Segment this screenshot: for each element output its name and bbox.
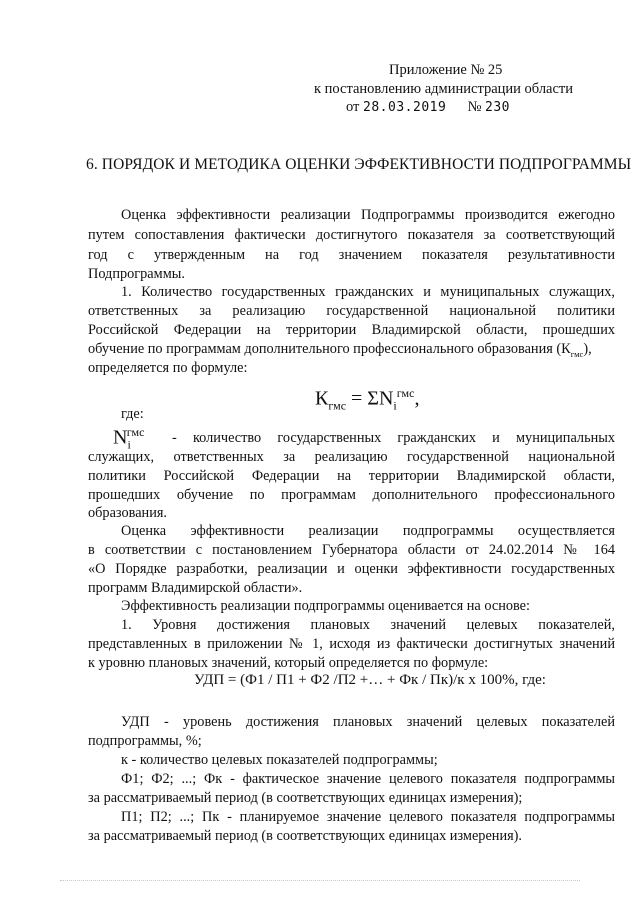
def-line-2: подпрограммы, %;	[88, 733, 202, 749]
date-prefix: от	[346, 99, 360, 115]
assess-line-2: в соответствии с постановлением Губернатора области от 24.02.2014 № 164	[88, 542, 615, 558]
item1-close: ),	[583, 341, 592, 357]
appendix-label: Приложение № 25	[389, 62, 503, 78]
item1-line-5: определяется по формуле:	[88, 360, 248, 376]
item1-line-3: Российской Федерации на территории Владимирской области, прошедших	[88, 322, 615, 338]
ni-def-line-2: служащих, ответственных за реализацию государственной национальной	[88, 449, 615, 465]
formula-kgms-i: i	[393, 398, 397, 413]
number-prefix: №	[467, 99, 482, 115]
assess-line-1: Оценка эффективности реализации подпрограммы осуществляется	[121, 523, 615, 539]
assess-line-5: Эффективность реализации подпрограммы оценивается на основе:	[121, 598, 530, 614]
assess-line-6: 1. Уровня достижения плановых значений целевых показателей,	[121, 617, 615, 633]
number-stamp: 230	[485, 100, 511, 115]
date-line	[346, 99, 510, 116]
formula-kgms-tail: ,	[414, 387, 420, 410]
ni-sup: гмс	[126, 425, 145, 439]
assess-line-3: «О Порядке разработки, реализации и оценки эффективности государственных	[88, 561, 615, 577]
date-stamp: 28.03.2019	[363, 100, 447, 115]
assess-line-7: представленных в приложении № 1, исходя из фактически достигнутых значений	[88, 636, 615, 652]
formula-kgms-sum: = ΣN	[351, 387, 394, 410]
item1-line-2: ответственных за реализацию государственной национальной политики	[88, 303, 615, 319]
def-line-4: Ф1; Ф2; ...; Фк - фактическое значение целевого показателя подпрограммы	[121, 771, 615, 787]
item1-kgms-sub: гмс	[570, 348, 584, 359]
def-line-3: к - количество целевых показателей подпрограммы;	[121, 752, 438, 768]
assess-line-8: к уровню плановых значений, который определяется по формуле:	[88, 655, 489, 671]
scan-artifact-line	[60, 880, 580, 881]
section-title: 6. ПОРЯДОК И МЕТОДИКА ОЦЕНКИ ЭФФЕКТИВНОСТИ ПОДПРОГРАММЫ	[86, 156, 632, 173]
ni-def-line-4: прошедших обучение по программам дополнительного профессионального	[88, 487, 615, 503]
formula-kgms	[315, 386, 419, 414]
ni-letter: N	[113, 426, 128, 449]
def-line-7: за рассматриваемый период (в соответствующих единицах измерения).	[88, 828, 523, 844]
ni-def-line-3: политики Российской Федерации на территории Владимирской области,	[88, 468, 615, 484]
formula-udp: УДП = (Ф1 / П1 + Ф2 /П2 +… + Фк / Пк)/к х 100%, где:	[194, 672, 546, 688]
resolution-label: к постановлению администрации области	[314, 81, 574, 97]
ni-def-line-5: образования.	[88, 505, 167, 521]
formula-kgms-lhs: К	[315, 387, 329, 410]
item1-line-4-text: обучение по программам дополнительного профессионального образования (К	[88, 341, 571, 357]
intro-line-1: Оценка эффективности реализации Подпрограммы производится ежегодно	[121, 207, 615, 223]
formula-kgms-lhs-sub: гмс	[328, 398, 347, 413]
intro-line-4: Подпрограммы.	[88, 266, 185, 282]
assess-line-4: программ Владимирской области».	[88, 580, 303, 596]
ni-sub: i	[127, 437, 131, 452]
intro-line-3: год с утвержденным на год значением показателя результативности	[88, 247, 615, 263]
def-line-5: за рассматриваемый период (в соответствующих единицах измерения);	[88, 790, 523, 806]
def-line-1: УДП - уровень достижения плановых значений целевых показателей	[121, 714, 615, 730]
item1-line-4	[88, 341, 628, 358]
where-label: где:	[121, 406, 144, 422]
item1-line-1: 1. Количество государственных гражданских и муниципальных служащих,	[121, 284, 615, 300]
def-line-6: П1; П2; ...; Пк - планируемое значение целевого показателя подпрограммы	[121, 809, 615, 825]
intro-line-2: путем сопоставления фактически достигнутого показателя за соответствующий	[88, 227, 615, 243]
formula-kgms-sup: гмс	[396, 386, 415, 400]
ni-def-line-1: - количество государственных гражданских и муниципальных	[172, 430, 615, 446]
